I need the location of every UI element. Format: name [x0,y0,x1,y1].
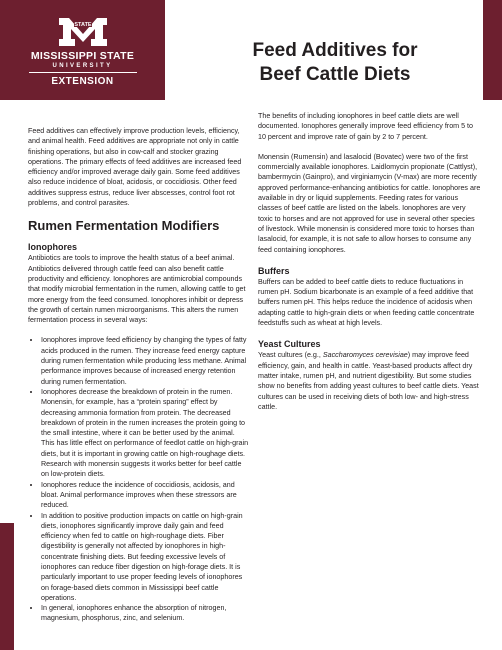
list-item: • Ionophores improve feed efficiency by changing the types of fatty acids produced in the rumen. They increase feed energy capture during rumen fermentation while producing less methane. Animal performance improves because of increased energy retention during rumen fermentation. [41,335,250,386]
msu-extension-logo [0,16,165,87]
intro-paragraph: Feed additives can effectively improve production levels, efficiency, and animal health. Feed additives are appropriate not only in cattle finishing operations, but also in cow-calf and stocker grazing operations. The primary effects of feed additives are increased feed efficiency and/or improved average daily gain. Some feed additives also reduce incidence of bloat, acidosis, or coccidiosis. Other feed additives suppress estrus, reduce liver abscesses, control foot rot problems, and control parasites. [28,127,242,208]
yeast-paragraph [258,350,482,412]
subheading-ionophores: Ionophores [28,242,77,253]
yeast-species: Saccharomyces cerevisiae [322,351,408,360]
logo-university-word: UNIVERSITY [52,63,113,69]
yeast-text-start: Yeast cultures (e.g., [258,351,323,360]
left-column [28,126,250,632]
list-item: • Ionophores reduce the incidence of coccidiosis, acidosis, and bloat. Animal performance improves when these stressors are reduced. [41,480,250,511]
subheading-yeast-cultures: Yeast Cultures [258,339,321,350]
svg-text:STATE: STATE [73,22,92,28]
list-item: • In general, ionophores enhance the absorption of nitrogen, magnesium, phosphorus, zinc, and selenium. [41,603,250,624]
buffers-paragraph: Buffers can be added to beef cattle diets to reduce fluctuations in rumen pH. Sodium bicarbonate is an example of a feed additive that buffers rumen pH. This helps reduce the incidence of acidosis when adapting cattle to high-grain diets or when feeding cattle concentrate feedstuffs such as wheat at high levels. [258,277,475,328]
list-item: • Ionophores decrease the breakdown of protein in the rumen. Monensin, for example, has a “protein sparing” effect by decreasing ammonia formation from protein. The decreased breakdown of protein in the rumen increases the protein going to the small intestine, where it can be better used by the animal. This has little effect on performance of feedlot cattle on high-grain diets, but it is important in growing cattle on high-roughage diets. Research with monensin suggests it works better for beef cattle on low-protein diets. [41,387,250,480]
monensin-paragraph: Monensin (Rumensin) and lasalocid (Bovatec) were two of the first commercially available ionophores. Laidlomycin propionate (Cattlyst), bambermycin (Gainpro), and virginiamycin (V-max) are more recently approved performance-enhancing antibiotics for cattle. Ionophores are available in dry or liquid supplements. Feeding rates for various classes of beef cattle are listed on the labels. Ionophores are very toxic to horses and are not approved for use in several other species of livestock. While monensin is considered more toxic to horses than lasalocid, for example, it is not safe to allow horses to consume any feed containing ionophores. [258,152,481,254]
subheading-buffers: Buffers [258,265,290,276]
msu-monogram-icon [57,16,109,48]
ionophores-paragraph: Antibiotics are tools to improve the health status of a beef animal. Antibiotics delivered through cattle feed can also benefit cattle productivity and efficiency. Ionophores are antimicrobial compounds that modify microbial fermentation in the rumen, allowing cattle to get more energy from the feed consumed. Ionophores inhibit or depress the growth of certain rumen microorganisms. This alters the rumen fermentation process in several ways: [28,254,246,325]
logo-divider [29,72,137,73]
list-item: • In addition to positive production impacts on cattle on high-grain diets, ionophores significantly improve daily gain and feed efficiency when fed to cattle on high-roughage diets. Fiber digestibility is generally not affected by ionophores in high-concentrate finishing diets. But feeding excessive levels of ionophores can reduce fiber digestion on high-forage diets. It is particularly important to use proper feeding levels of ionophores on forage-based diets common in Mississippi beef cattle operations. [41,511,250,604]
page-title-line-2: Beef Cattle Diets [259,64,411,85]
logo-extension: EXTENSION [51,76,114,87]
page-title-line-1: Feed Additives for [252,40,418,61]
logo-university-name: MISSISSIPPI STATE [30,50,135,62]
side-accent-bar [0,523,14,650]
header-band-right [483,0,502,100]
yeast-text-end: ) may improve feed efficiency, gain, and health in cattle. Yeast-based products affect dry matter intake, rumen pH, and nutrient digestibility. But some studies show no benefits from adding yeast cultures to beef cattle diets. Yeast cultures can be used in receiving diets of both low- and high-stress cattle. [258,351,479,411]
section-heading-rumen: Rumen Fermentation Modifiers [28,218,220,234]
ionophore-effects-list [28,335,250,623]
benefits-paragraph: The benefits of including ionophores in beef cattle diets are well documented. Ionophores generally improve feed efficiency from 5 to 10 percent and improve rate of gain by 2 to 7 percent. [258,112,474,141]
right-column [258,111,482,422]
